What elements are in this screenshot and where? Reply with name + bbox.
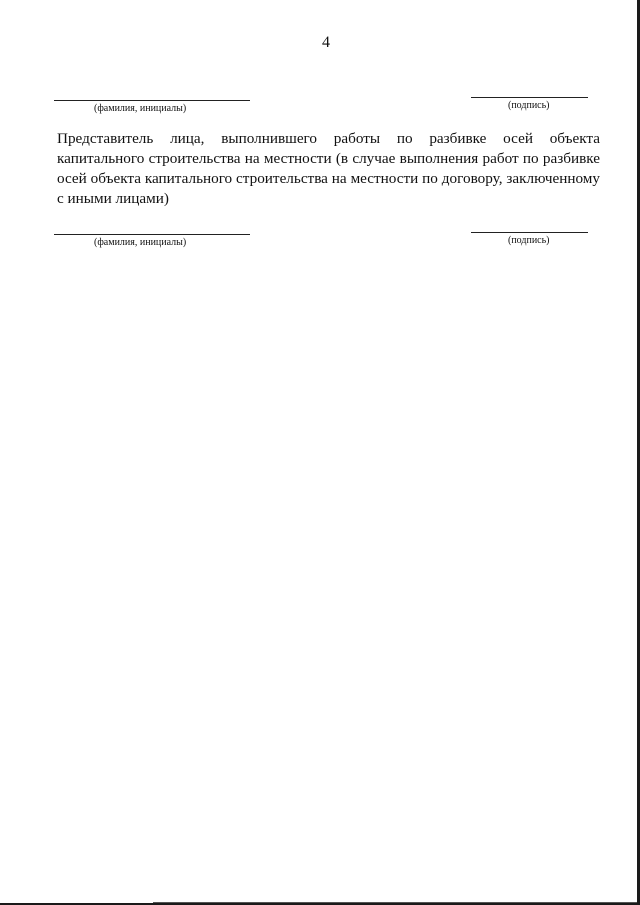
signature-caption-2: (подпись) bbox=[508, 235, 550, 246]
signature-line-2 bbox=[471, 232, 588, 233]
name-caption-1: (фамилия, инициалы) bbox=[94, 103, 187, 114]
name-line-2 bbox=[54, 234, 250, 235]
signature-line-1 bbox=[471, 97, 588, 98]
representative-paragraph: Представитель лица, выполнившего работы по разбивке осей объекта капитального строительства на местности (в случае выполнения работ по разбивке осей объекта капитального строительства на местности по договору, заключенному с иными лицами) bbox=[57, 130, 600, 207]
signature-caption-1: (подпись) bbox=[508, 100, 550, 111]
name-line-1 bbox=[54, 100, 250, 101]
name-caption-2: (фамилия, инициалы) bbox=[94, 237, 187, 248]
page-number: 4 bbox=[322, 34, 330, 51]
